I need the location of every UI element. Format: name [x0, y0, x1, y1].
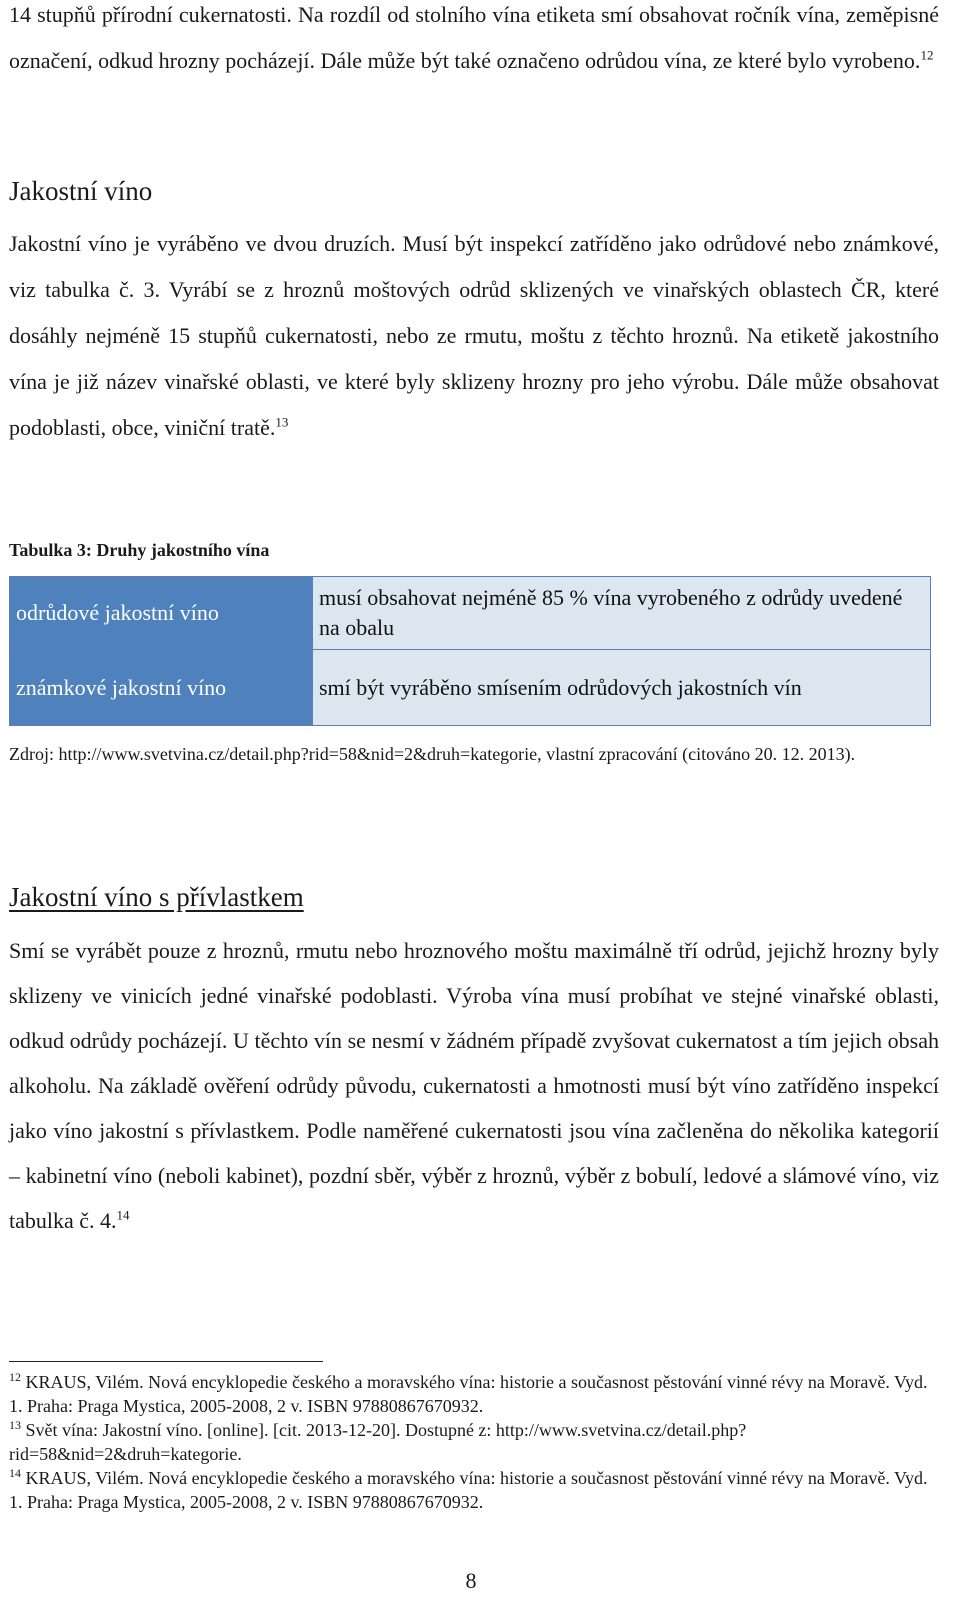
footnote-item [9, 1418, 931, 1466]
intro-paragraph [9, 0, 939, 84]
privlastek-paragraph-text: Smí se vyrábět pouze z hroznů, rmutu nebo hroznového moštu maximálně tří odrůd, jejichž hrozny byly sklizeny ve vinicích jedné vinařské podoblasti. Výroba vína musí probíhat ve stejné vinařské oblasti, odkud odrůdy pocházejí. U těchto vín se nesmí v žádném případě zvyšovat cukernatost a tím jejich obsah alkoholu. Na základě ověření odrůdy původu, cukernatosti a hmotnosti musí být víno zatříděno inspekcí jako víno jakostní s přívlastkem. Podle naměřené cukernatosti jsou vína začleněna do několika kategorií – kabinetní víno (neboli kabinet), pozdní sběr, výběr z hroznů, výběr z bobulí, ledové a slámové víno, viz tabulka č. 4. [9, 938, 939, 1233]
footnote-item [9, 1466, 931, 1514]
wine-description-cell: musí obsahovat nejméně 85 % vína vyrobeného z odrůdy uvedené na obalu [313, 577, 931, 650]
table-caption: Tabulka 3: Druhy jakostního vína [9, 540, 270, 560]
footnote-text: Svět vína: Jakostní víno. [online]. [cit. 2013-12-20]. Dostupné z: http://www.svetvina.cz/detail.php?rid=58&nid=2&druh=kategorie. [9, 1420, 747, 1464]
footnote-ref-12[interactable]: 12 [920, 47, 934, 63]
wine-type-cell: odrůdové jakostní víno [10, 577, 313, 650]
intro-paragraph-text: 14 stupňů přírodní cukernatosti. Na rozdíl od stolního vína etiketa smí obsahovat ročník vína, zeměpisné označení, odkud hrozny pocházejí. Dále může být také označeno odrůdou vína, ze které bylo vyrobeno. [9, 2, 939, 73]
footnote-text: KRAUS, Vilém. Nová encyklopedie českého a moravského vína: historie a současnost pěstování vinné révy na Moravě. Vyd. 1. Praha: Praga Mystica, 2005-2008, 2 v. ISBN 97880867670932. [9, 1372, 928, 1416]
footnote-item [9, 1370, 931, 1418]
page-number: 8 [465, 1568, 477, 1593]
footnote-text: KRAUS, Vilém. Nová encyklopedie českého a moravského vína: historie a současnost pěstování vinné révy na Moravě. Vyd. 1. Praha: Praga Mystica, 2005-2008, 2 v. ISBN 97880867670932. [9, 1468, 928, 1512]
footnote-ref-13[interactable]: 13 [275, 414, 289, 430]
section-heading-jakostni-vino-s-privlastkem: Jakostní víno s přívlastkem [9, 882, 304, 912]
footnotes [9, 1370, 931, 1514]
table-row [10, 577, 931, 650]
privlastek-paragraph [9, 928, 939, 1243]
wine-type-cell: známkové jakostní víno [10, 650, 313, 726]
footnote-separator [9, 1361, 323, 1362]
table-source: Zdroj: http://www.svetvina.cz/detail.php?rid=58&nid=2&druh=kategorie, vlastní zpracování (citováno 20. 12. 2013). [9, 744, 856, 764]
wine-types-table [9, 576, 931, 726]
table-row [10, 650, 931, 726]
jakostni-vino-paragraph-text: Jakostní víno je vyráběno ve dvou druzích. Musí být inspekcí zatříděno jako odrůdové nebo známkové, viz tabulka č. 3. Vyrábí se z hroznů moštových odrůd sklizených ve vinařských oblastech ČR, které dosáhly nejméně 15 stupňů cukernatosti, nebo ze rmutu, moštu z těchto hroznů. Na etiketě jakostního vína je již název vinařské oblasti, ve které byly sklizeny hrozny pro jeho výrobu. Dále může obsahovat podoblasti, obce, viniční tratě. [9, 231, 939, 440]
wine-description-cell: smí být vyráběno smísením odrůdových jakostních vín [313, 650, 931, 726]
footnote-number: 14 [9, 1466, 21, 1480]
footnote-number: 12 [9, 1370, 21, 1384]
footnote-number: 13 [9, 1418, 21, 1432]
section-heading-jakostni-vino: Jakostní víno [9, 176, 153, 206]
footnote-ref-14[interactable]: 14 [116, 1207, 130, 1223]
jakostni-vino-paragraph [9, 221, 939, 451]
